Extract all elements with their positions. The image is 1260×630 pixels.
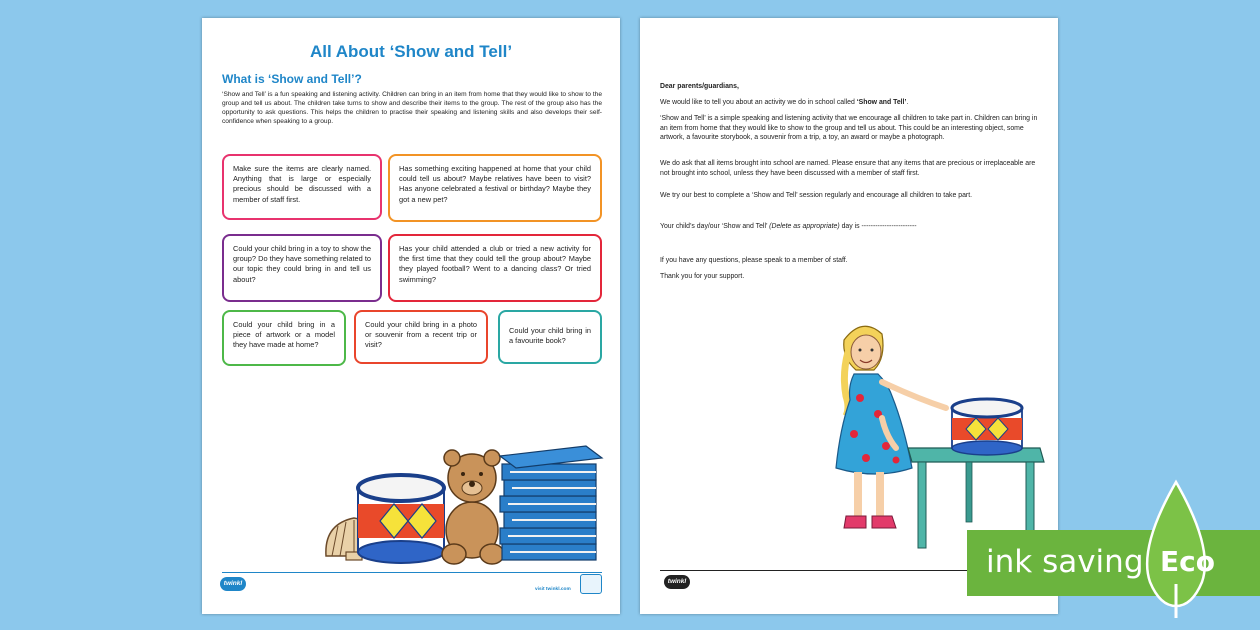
eco-badge-label: Eco	[1160, 545, 1215, 578]
girl-icon	[836, 326, 946, 528]
tip-box-artwork	[222, 310, 346, 366]
ink-saving-label: ink saving	[986, 544, 1144, 580]
tip-text: Could your child bring in a toy to show the group? Do they have something related to our topic they could bring in and tell us about?	[233, 244, 371, 284]
letter-sign-off: Thank you for your support.	[660, 273, 745, 280]
tip-box-named-items	[222, 154, 382, 220]
tip-box-souvenir	[354, 310, 488, 364]
tip-text: Could your child bring in a piece of artwork or a model they have made at home?	[233, 320, 335, 350]
toys-illustration	[320, 432, 610, 568]
section-heading: What is ‘Show and Tell’?	[222, 72, 362, 86]
tip-text: Has your child attended a club or tried a new activity for the first time that they could tell the group about? Maybe they played football? Went to a dancing class? Or tried swimming?	[399, 244, 591, 284]
letter-paragraph-4: We try our best to complete a ‘Show and Tell’ session regularly and encourage all children to take part.	[660, 192, 973, 199]
letter-paragraph-1: We would like to tell you about an activity we do in school called ‘Show and Tell’.	[660, 99, 909, 106]
page-two	[640, 18, 1058, 614]
tip-text: Could your child bring in a favourite book?	[509, 326, 591, 346]
letter-paragraph-5: Your child’s day/our ‘Show and Tell’ (Delete as appropriate) day is ------------------------	[660, 223, 917, 230]
page-one	[202, 18, 620, 614]
tip-text: Could your child bring in a photo or souvenir from a recent trip or visit?	[365, 320, 477, 350]
twinkl-logo: twinkl	[664, 575, 690, 589]
drum-icon	[358, 475, 444, 563]
intro-paragraph: ‘Show and Tell’ is a fun speaking and listening activity. Children can bring in an item from home that they would like to show to the group and tell us about. The children take turns to show and describe their items to the group. The rest of the group also has the opportunity to ask questions. This helps the children to practise their speaking and listening skills and also develops their self-confidence when speaking to a group.	[222, 91, 602, 125]
footer-divider	[222, 572, 602, 573]
letter-paragraph-3: We do ask that all items brought into school are named. Please ensure that any items that are precious or irreplaceable are not brought into school, unless they have been discussed with a member of staff first.	[660, 160, 1036, 177]
tip-text: Make sure the items are clearly named. Anything that is large or especially precious should be discussed with a member of staff first.	[233, 164, 371, 204]
tip-text: Has something exciting happened at home that your child could tell us about? Maybe relatives have been to visit? Has anyone celebrated a festival or birthday? Maybe they got a new pet?	[399, 164, 591, 204]
letter-paragraph-2: ‘Show and Tell’ is a simple speaking and listening activity that we encourage all children to take part in. Children can bring in an item from home that they would like to show to the group and tell us about. This could be an interesting object, some artwork, a favourite storybook, a souvenir from a trip, a toy, an award or maybe a photograph.	[660, 115, 1038, 142]
teddy-bear-icon	[442, 450, 504, 564]
tip-box-exciting-news	[388, 154, 602, 222]
tip-box-toy	[222, 234, 382, 302]
drum-icon	[952, 399, 1022, 455]
books-stack-icon	[500, 446, 602, 560]
letter-paragraph-6: If you have any questions, please speak to a member of staff.	[660, 257, 848, 264]
tip-box-favourite-book	[498, 310, 602, 364]
girl-show-and-tell-illustration	[826, 318, 1046, 550]
twinkl-logo: twinkl	[220, 577, 246, 591]
footer-url: visit twinkl.com	[535, 587, 571, 592]
tip-box-club-activity	[388, 234, 602, 302]
letter-greeting: Dear parents/guardians,	[660, 83, 739, 90]
award-badge-icon	[580, 574, 602, 594]
page-title: All About ‘Show and Tell’	[309, 42, 513, 61]
